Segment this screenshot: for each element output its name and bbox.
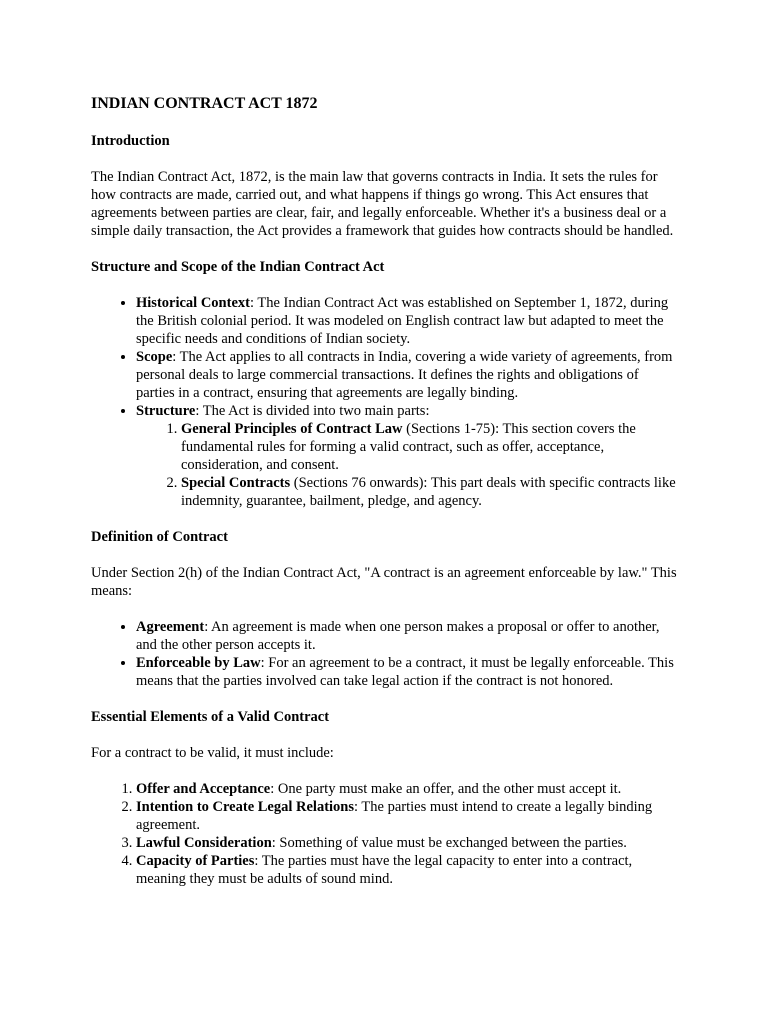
list-item bbox=[136, 798, 678, 834]
structure-heading: Structure and Scope of the Indian Contract Act bbox=[91, 259, 385, 275]
list-item bbox=[136, 294, 678, 348]
list-item-text: : The Act applies to all contracts in India, covering a wide variety of agreements, from personal deals to large commercial transactions. It defines the rights and obligations of parties in a contract, ensuring that agreements are legally binding. bbox=[136, 349, 673, 401]
list-item-term: General Principles of Contract Law bbox=[181, 421, 403, 437]
list-item-term: Intention to Create Legal Relations bbox=[136, 799, 355, 815]
elements-paragraph: For a contract to be valid, it must include: bbox=[91, 745, 334, 761]
list-item bbox=[136, 618, 678, 654]
introduction-paragraph: The Indian Contract Act, 1872, is the main law that governs contracts in India. It sets the rules for how contracts are made, carried out, and what happens if things go wrong. This Act ensures that agreements between parties are clear, fair, and legally enforceable. Whether it's a business deal or a simple daily transaction, the Act provides a framework that guides how contracts should be handled. bbox=[91, 169, 674, 239]
list-item bbox=[136, 348, 678, 402]
list-item bbox=[136, 780, 678, 798]
list-item-term: Lawful Consideration bbox=[136, 835, 272, 851]
list-item-text: : One party must make an offer, and the other must accept it. bbox=[270, 781, 622, 797]
definition-list bbox=[91, 618, 678, 690]
elements-list bbox=[91, 780, 678, 888]
document-title: INDIAN CONTRACT ACT 1872 bbox=[91, 95, 318, 112]
list-item-text: : The parties must intend to create a legally binding agreement. bbox=[136, 799, 653, 833]
list-item bbox=[136, 654, 678, 690]
list-item bbox=[181, 474, 678, 510]
elements-heading: Essential Elements of a Valid Contract bbox=[91, 709, 330, 725]
list-item-text: : The Act is divided into two main parts: bbox=[195, 403, 430, 419]
list-item bbox=[181, 420, 678, 474]
list-item-text: : The Indian Contract Act was established on September 1, 1872, during the British colonial period. It was modeled on English contract law but adapted to meet the specific needs and conditions of Indian society. bbox=[136, 295, 669, 347]
list-item-text: : For an agreement to be a contract, it must be legally enforceable. This means that the parties involved can take legal action if the contract is not honored. bbox=[136, 655, 674, 689]
list-item-term: Historical Context bbox=[136, 295, 250, 311]
list-item-text: : An agreement is made when one person makes a proposal or offer to another, and the other person accepts it. bbox=[136, 619, 660, 653]
list-item-term: Offer and Acceptance bbox=[136, 781, 271, 797]
list-item-term: Structure bbox=[136, 403, 196, 419]
list-item-term: Special Contracts bbox=[181, 475, 291, 491]
list-item-term: Scope bbox=[136, 349, 173, 365]
list-item-term: Enforceable by Law bbox=[136, 655, 261, 671]
structure-parts-list bbox=[136, 420, 678, 510]
list-item-term: Agreement bbox=[136, 619, 205, 635]
list-item-term: Capacity of Parties bbox=[136, 853, 255, 869]
definition-paragraph: Under Section 2(h) of the Indian Contract Act, "A contract is an agreement enforceable by law." This means: bbox=[91, 565, 677, 599]
introduction-heading: Introduction bbox=[91, 133, 170, 149]
list-item bbox=[136, 402, 678, 510]
list-item-text: (Sections 1-75): This section covers the fundamental rules for forming a valid contract, such as offer, acceptance, consideration, and consent. bbox=[181, 421, 636, 473]
structure-list bbox=[91, 294, 678, 510]
list-item-text: : Something of value must be exchanged between the parties. bbox=[271, 835, 627, 851]
list-item bbox=[136, 834, 678, 852]
definition-heading: Definition of Contract bbox=[91, 529, 228, 545]
list-item-text: (Sections 76 onwards): This part deals with specific contracts like indemnity, guarantee, bailment, pledge, and agency. bbox=[181, 475, 676, 509]
list-item-text: : The parties must have the legal capacity to enter into a contract, meaning they must be adults of sound mind. bbox=[136, 853, 633, 887]
list-item bbox=[136, 852, 678, 888]
